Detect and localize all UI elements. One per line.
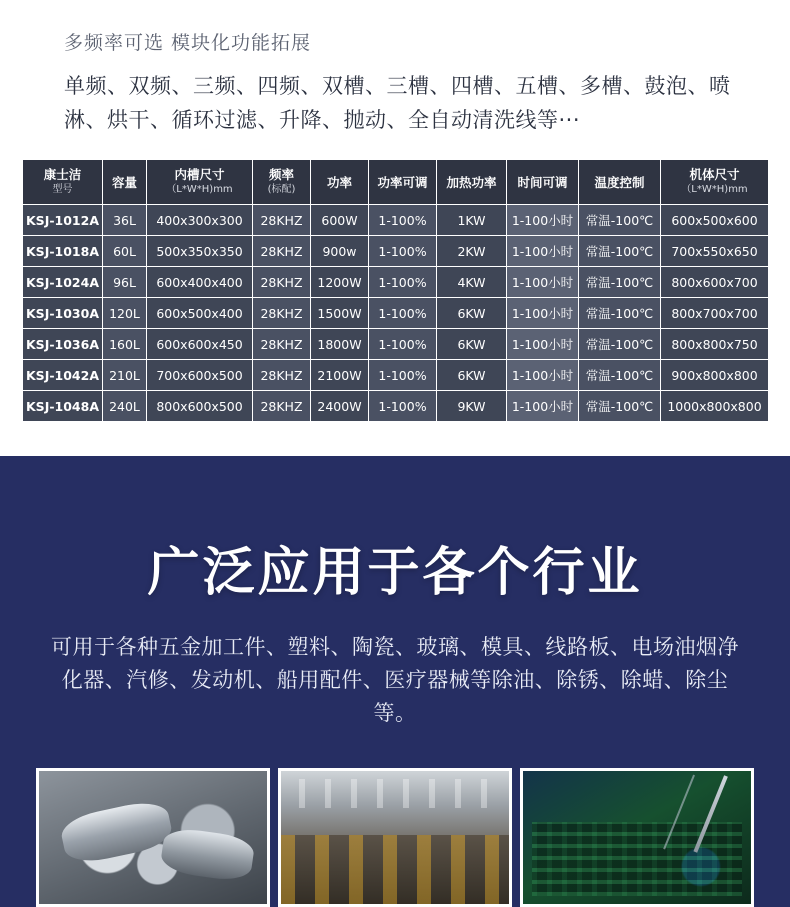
table-row — [23, 329, 769, 360]
cell-power-adjustable: 1-100% — [369, 329, 437, 360]
photo-row — [36, 768, 754, 907]
cell-time-adjustable: 1-100小时 — [507, 391, 579, 422]
cell-machine-size: 900x800x800 — [661, 360, 769, 391]
cell-tank-size: 700x600x500 — [147, 360, 253, 391]
spec-table-wrap — [0, 159, 790, 422]
cell-frequency: 28KHZ — [253, 267, 311, 298]
col-header-capacity: 容量 — [103, 160, 147, 205]
cell-heating-power: 6KW — [437, 298, 507, 329]
cell-heating-power: 6KW — [437, 329, 507, 360]
cell-model: KSJ-1024A — [23, 267, 103, 298]
cell-frequency: 28KHZ — [253, 360, 311, 391]
table-row — [23, 236, 769, 267]
cell-power: 1200W — [311, 267, 369, 298]
pcb-soldering-photo — [520, 768, 754, 907]
spec-subtitle: 多频率可选 模块化功能拓展 — [64, 32, 312, 54]
table-header-row — [23, 160, 769, 205]
cell-time-adjustable: 1-100小时 — [507, 236, 579, 267]
cell-machine-size: 800x800x750 — [661, 329, 769, 360]
col-header-temperature-control: 温度控制 — [579, 160, 661, 205]
cell-power: 2400W — [311, 391, 369, 422]
table-row — [23, 360, 769, 391]
col-header-heating-power: 加热功率 — [437, 160, 507, 205]
cell-machine-size: 800x700x700 — [661, 298, 769, 329]
table-row — [23, 205, 769, 236]
cell-tank-size: 400x300x300 — [147, 205, 253, 236]
cell-model: KSJ-1012A — [23, 205, 103, 236]
cell-model: KSJ-1048A — [23, 391, 103, 422]
cell-frequency: 28KHZ — [253, 205, 311, 236]
cell-capacity: 120L — [103, 298, 147, 329]
cell-machine-size: 700x550x650 — [661, 236, 769, 267]
col-header-time-adjustable: 时间可调 — [507, 160, 579, 205]
cell-frequency: 28KHZ — [253, 236, 311, 267]
banner-title: 广泛应用于各个行业 — [147, 543, 643, 603]
cell-power-adjustable: 1-100% — [369, 298, 437, 329]
cell-time-adjustable: 1-100小时 — [507, 205, 579, 236]
cell-machine-size: 1000x800x800 — [661, 391, 769, 422]
col-header-frequency: 频率 (标配) — [253, 160, 311, 205]
cell-capacity: 36L — [103, 205, 147, 236]
industries-banner — [0, 456, 790, 907]
cell-frequency: 28KHZ — [253, 329, 311, 360]
col-header-power: 功率 — [311, 160, 369, 205]
table-row — [23, 298, 769, 329]
spec-table — [22, 159, 769, 422]
col-header-machine-size: 机体尺寸 （L*W*H)mm — [661, 160, 769, 205]
table-row — [23, 267, 769, 298]
cell-power-adjustable: 1-100% — [369, 205, 437, 236]
cell-time-adjustable: 1-100小时 — [507, 267, 579, 298]
cell-power-adjustable: 1-100% — [369, 236, 437, 267]
cell-temperature-control: 常温-100℃ — [579, 360, 661, 391]
spec-description: 单频、双频、三频、四频、双槽、三槽、四槽、五槽、多槽、鼓泡、喷淋、烘干、循环过滤、升降、抛动、全自动清洗线等··· — [64, 74, 731, 132]
cell-capacity: 96L — [103, 267, 147, 298]
cell-temperature-control: 常温-100℃ — [579, 236, 661, 267]
cell-tank-size: 600x500x400 — [147, 298, 253, 329]
cell-model: KSJ-1042A — [23, 360, 103, 391]
cell-temperature-control: 常温-100℃ — [579, 391, 661, 422]
col-header-tank-size: 内槽尺寸 （L*W*H)mm — [147, 160, 253, 205]
col-header-power-adjustable: 功率可调 — [369, 160, 437, 205]
col-header-model: 康士洁 型号 — [23, 160, 103, 205]
cell-power: 900w — [311, 236, 369, 267]
cell-model: KSJ-1018A — [23, 236, 103, 267]
cell-capacity: 240L — [103, 391, 147, 422]
cell-temperature-control: 常温-100℃ — [579, 205, 661, 236]
cell-power-adjustable: 1-100% — [369, 391, 437, 422]
cell-heating-power: 9KW — [437, 391, 507, 422]
spec-section — [0, 0, 790, 137]
cell-heating-power: 4KW — [437, 267, 507, 298]
cell-tank-size: 600x600x450 — [147, 329, 253, 360]
cell-machine-size: 800x600x700 — [661, 267, 769, 298]
table-row — [23, 391, 769, 422]
cell-frequency: 28KHZ — [253, 391, 311, 422]
cell-model: KSJ-1036A — [23, 329, 103, 360]
cell-power: 600W — [311, 205, 369, 236]
cell-heating-power: 1KW — [437, 205, 507, 236]
cell-power-adjustable: 1-100% — [369, 267, 437, 298]
cell-temperature-control: 常温-100℃ — [579, 267, 661, 298]
cell-machine-size: 600x500x600 — [661, 205, 769, 236]
metal-parts-photo — [36, 768, 270, 907]
cell-temperature-control: 常温-100℃ — [579, 298, 661, 329]
cell-power: 1800W — [311, 329, 369, 360]
cell-heating-power: 2KW — [437, 236, 507, 267]
cell-power: 2100W — [311, 360, 369, 391]
cell-frequency: 28KHZ — [253, 298, 311, 329]
cell-power: 1500W — [311, 298, 369, 329]
cell-capacity: 160L — [103, 329, 147, 360]
banner-description: 可用于各种五金加工件、塑料、陶瓷、玻璃、模具、线路板、电场油烟净化器、汽修、发动机、船用配件、医疗器械等除油、除锈、除蜡、除尘等。 — [51, 635, 739, 725]
cell-tank-size: 600x400x400 — [147, 267, 253, 298]
cell-power-adjustable: 1-100% — [369, 360, 437, 391]
cell-tank-size: 800x600x500 — [147, 391, 253, 422]
cell-capacity: 210L — [103, 360, 147, 391]
cell-time-adjustable: 1-100小时 — [507, 298, 579, 329]
cell-time-adjustable: 1-100小时 — [507, 360, 579, 391]
factory-line-photo — [278, 768, 512, 907]
cell-model: KSJ-1030A — [23, 298, 103, 329]
cell-time-adjustable: 1-100小时 — [507, 329, 579, 360]
cell-temperature-control: 常温-100℃ — [579, 329, 661, 360]
cell-capacity: 60L — [103, 236, 147, 267]
cell-tank-size: 500x350x350 — [147, 236, 253, 267]
cell-heating-power: 6KW — [437, 360, 507, 391]
